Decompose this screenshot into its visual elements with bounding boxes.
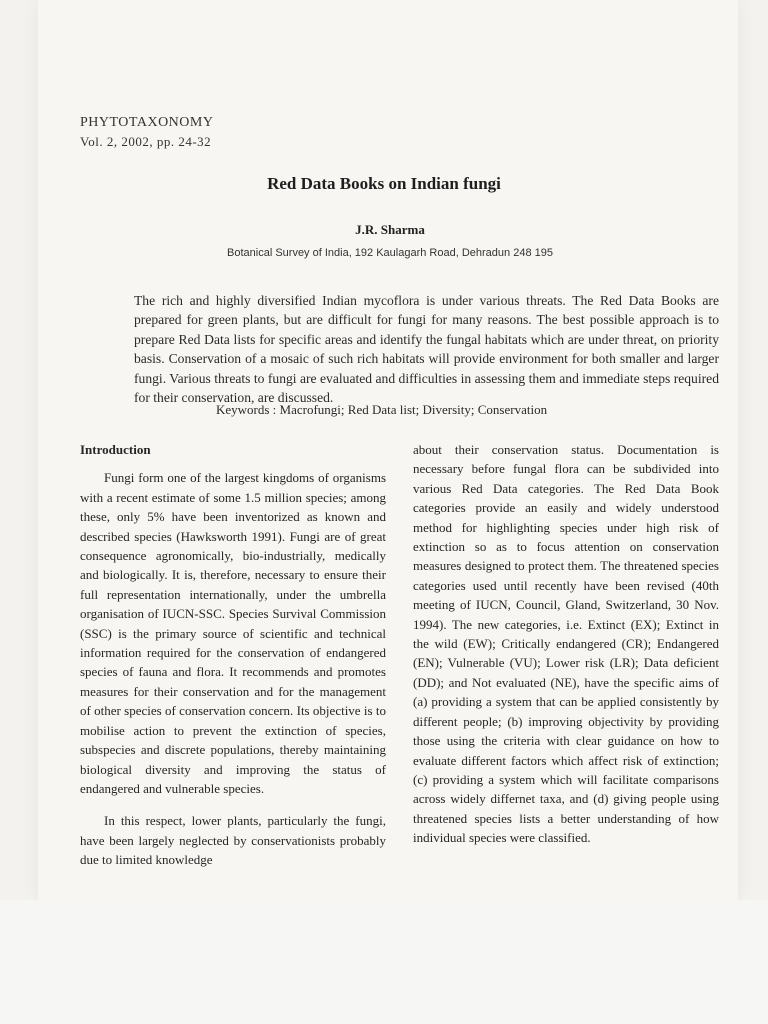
author-affiliation: Botanical Survey of India, 192 Kaulagarh Road, Dehradun 248 195	[227, 247, 553, 259]
section-heading-introduction: Introduction	[80, 442, 151, 457]
journal-header	[80, 115, 213, 150]
journal-name: PHYTOTAXONOMY	[80, 115, 214, 130]
paragraph: In this respect, lower plants, particularly the fungi, have been largely neglected by conservationists probably due to limited knowledge	[80, 813, 386, 868]
paragraph: about their conservation status. Documentation is necessary before fungal flora can be subdivided into various Red Data categories. The Red Data Book categories provide an easily and widely understood method for highlighting species under high risk of extinction so as to focus attention on conservation measures designed to protect them. The threatened species categories used until recently have been revised (40th meeting of IUCN, Council, Gland, Switzerland, 30 Nov. 1994). The new categories, i.e. Extinct (EX); Extinct in the wild (EW); Critically endangered (CR); Endangered (EN); Vulnerable (VU); Lower risk (LR); Data deficient (DD); and Not evaluated (NE), have the specific aims of (a) providing a system that can be applied consistently by different people; (b) improving objectivity by providing those using the criteria with clear guidance on how to evaluate different factors which affect risk of extinction; (c) providing a system which will facilitate comparisons across widely differnet taxa, and (d) giving people using threatened species lists a better understanding of how individual species were classified.	[413, 442, 719, 846]
article-title: Red Data Books on Indian fungi	[267, 174, 501, 193]
article-author: J.R. Sharma	[355, 222, 425, 237]
page-margin-bottom	[0, 900, 768, 1024]
paragraph: Fungi form one of the largest kingdoms of organisms with a recent estimate of some 1.5 million species; among these, only 5% have been inventorized as known and described species (Hawksworth 1991). Fungi are of great consequence agronomically, bio-industrially, medically and biologically. It is, therefore, necessary to ensure their full representation internationally, under the umbrella organisation of IUCN-SSC. Species Survival Commission (SSC) is the primary source of scientific and technical information required for the conservation of endangered species of fauna and flora. It recommends and promotes measures for their conservation and for the management of other species of conservation concern. Its objective is to mobilise action to prevent the extinction of species, subspecies and discrete populations, thereby maintaining biological diversity and improving the status of endangered and vulnerable species.	[80, 470, 386, 796]
body-column-right	[413, 440, 719, 848]
body-column-left	[80, 440, 386, 870]
keywords: Keywords : Macrofungi; Red Data list; Diversity; Conservation	[216, 402, 548, 417]
abstract: The rich and highly diversified Indian mycoflora is under various threats. The Red Data Books are prepared for green plants, but are difficult for fungi for many reasons. The best possible approach is to prepare Red Data lists for specific areas and identify the fungal habitats which are under threat, on priority basis. Conservation of a mosaic of such rich habitats will provide environment for both smaller and larger fungi. Various threats to fungi are evaluated and difficulties in assessing them and immediate steps required for their conservation, are discussed.	[134, 293, 719, 406]
journal-volume: Vol. 2, 2002, pp. 24-32	[80, 134, 212, 149]
